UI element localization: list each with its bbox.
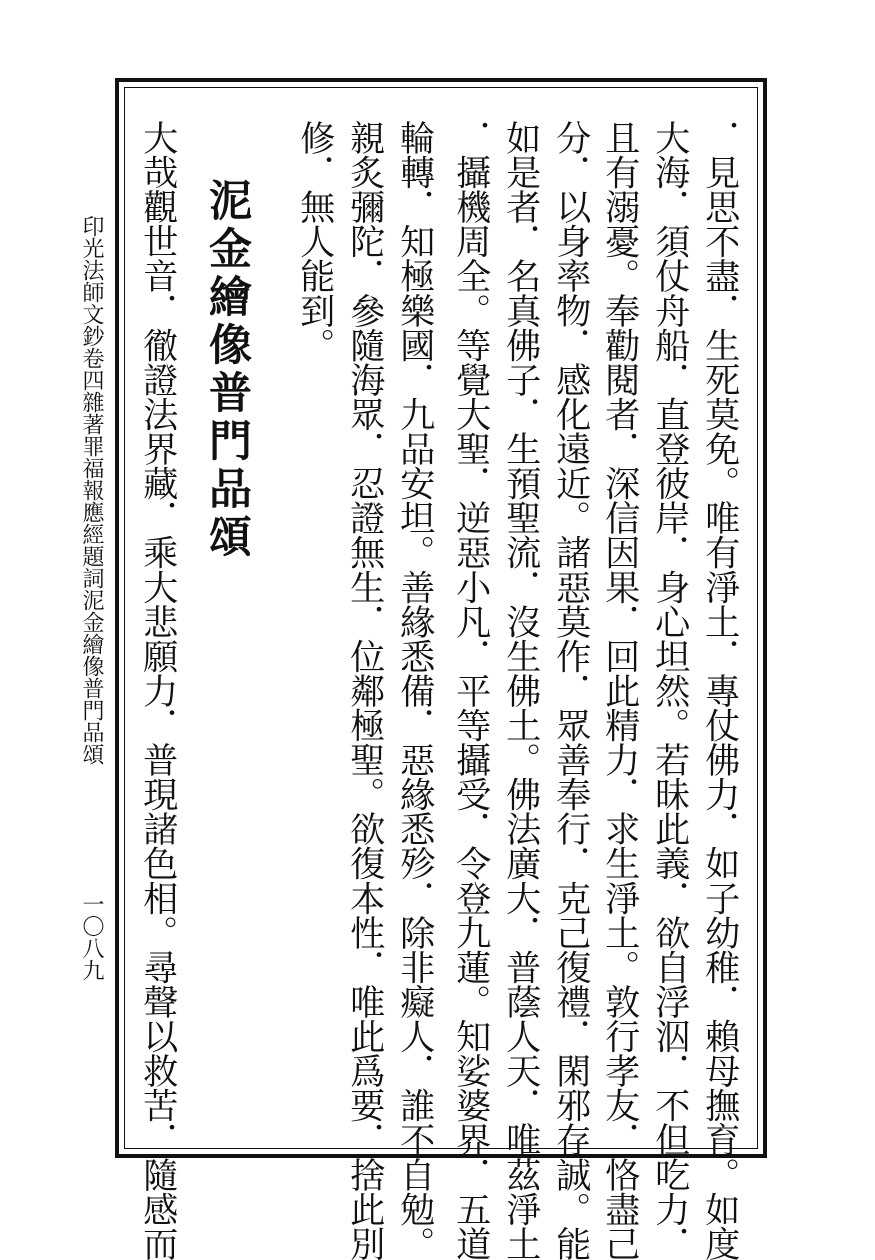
text-column-5: 如是者．名真佛子．生預聖流．沒生佛土。佛法廣大．普蔭人天．唯茲淨土 [500, 120, 542, 1260]
running-head-section: 雜著 [79, 391, 104, 435]
text-column-2: 大海．須仗舟船．直登彼岸．身心坦然。若昧此義．欲自浮泅．不但吃力． [649, 120, 691, 1260]
running-head [80, 215, 102, 765]
running-head-article-1: 罪福報應經題詞 [79, 435, 104, 589]
text-column-9: 修．無人能到。 [294, 120, 336, 362]
text-column-8: 親炙彌陀．參隨海眾．忍證無生．位鄰極聖。欲復本性．唯此爲要．捨此別 [344, 120, 386, 1260]
page-number: 一〇八九 [79, 893, 104, 981]
text-column-hymn: 大哉觀世音．徹證法界藏．乘大悲願力．普現諸色相。尋聲以救苦．隨感而 [137, 120, 179, 1260]
hymn-title: 泥金繪像普門品頌 [202, 178, 252, 562]
running-head-book: 印光法師文鈔卷四 [79, 215, 104, 391]
text-column-4: 分．以身率物．感化遠近。諸惡莫作．眾善奉行．克己復禮．閑邪存誠。能 [550, 120, 592, 1260]
text-column-1: ．見思不盡．生死莫免。唯有淨土．專仗佛力．如子幼稚．賴母撫育。如度 [699, 120, 741, 1260]
running-head-article-2: 泥金繪像普門品頌 [79, 589, 104, 765]
text-column-6: ．攝機周全。等覺大聖．逆惡小凡．平等攝受．令登九蓮。知娑婆界．五道 [450, 120, 492, 1260]
text-column-3: 且有溺憂。奉勸閱者．深信因果．回此精力．求生淨土。敦行孝友．恪盡己 [599, 120, 641, 1260]
text-column-7: 輪轉．知極樂國．九品安坦。善緣悉備．惡緣悉殄．除非癡人．誰不自勉。 [394, 120, 436, 1260]
